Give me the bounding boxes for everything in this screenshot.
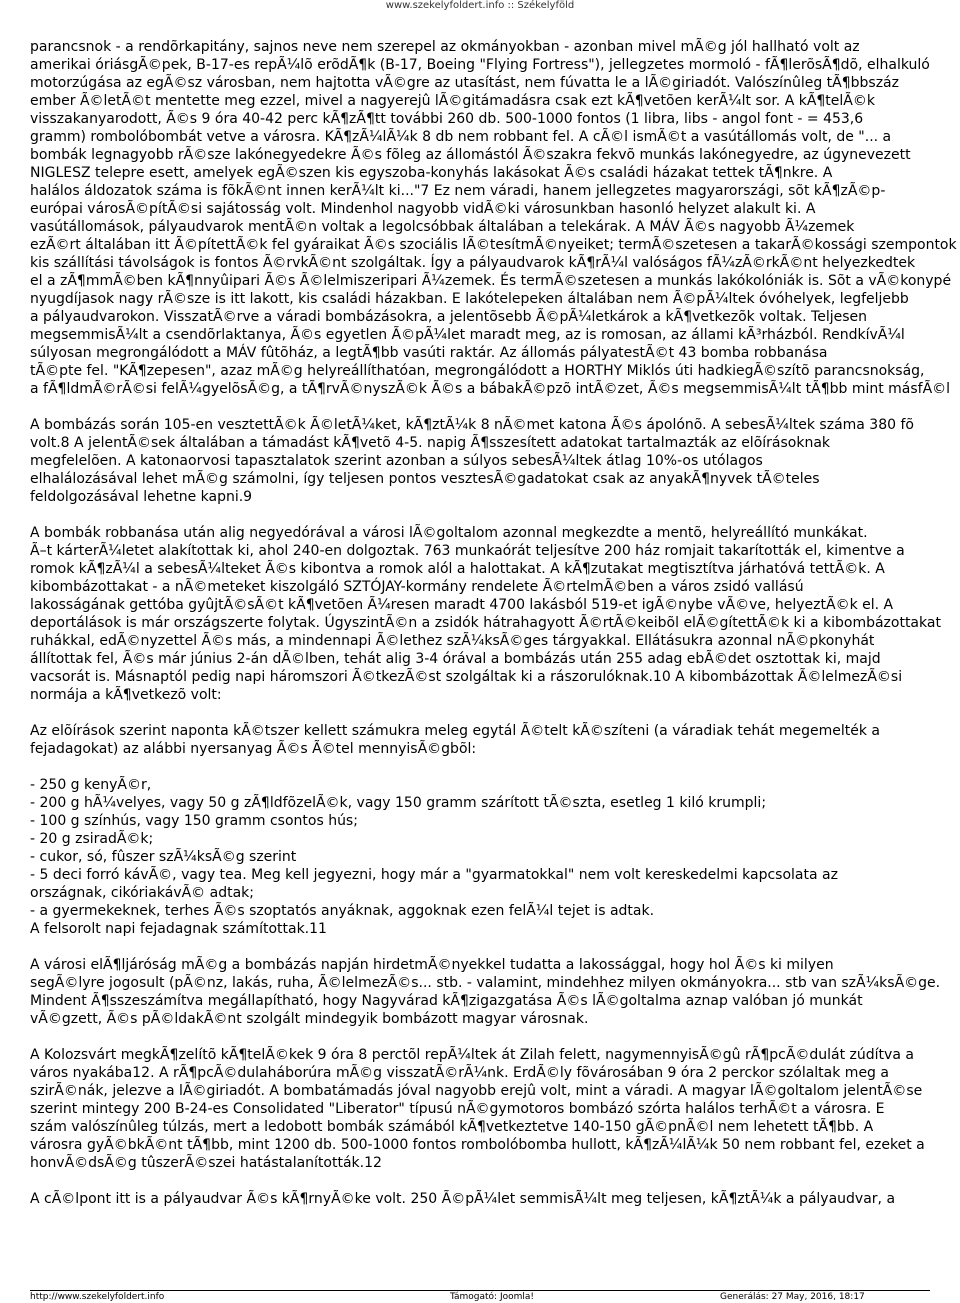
text-line: a pályaudvarokon. VisszatÃ©rve a váradi bombázásokra, a jelentõsebb Ã©pÃ¼letkárok a kÃ¶vetkezõk voltak. Teljesen [30,309,868,325]
text-line: szerint mintegy 200 B-24-es Consolidated "Liberator" típusú nÃ©gymotoros bombázó szórta halálos terhÃ©t a városra. E [30,1101,885,1117]
text-line: A bombák robbanása után alig negyedórával a városi lÃ©goltalom azonnal megkezdte a mentõ, helyreállító munkákat. [30,525,868,541]
text-line: A városi elÃ¶ljáróság mÃ©g a bombázás napján hirdetmÃ©nyekkel tudatta a lakossággal, hogy hol Ã©s ki milyen [30,957,834,973]
text-line: kis szállítási távolságok is fontos Ã©rvkÃ©nt szolgáltak. Így a pályaudvarok kÃ¶rÃ¼l valóságos fÃ¼zÃ©rkÃ©nt helyezkedtek [30,255,916,271]
text-line: - 20 g zsiradÃ©k; [30,831,154,847]
text-line: feldolgozásával lehetne kapni.9 [30,489,253,505]
text-line: ruhákkal, edÃ©nyzettel Ã©s más, a mindennapi Ã©lethez szÃ¼ksÃ©ges tárgyakkal. Ellátásukra azonnal nÃ©pkonyhát [30,633,875,649]
text-line: Mindent Ã¶sszeszámítva megállapítható, hogy Nagyvárad kÃ¶zigazgatása Ã©s lÃ©goltalma aznap valóban jó munkát [30,993,863,1009]
text-line: A bombázás során 105-en vesztettÃ©k Ã©letÃ¼ket, kÃ¶ztÃ¼k 8 nÃ©met katona Ã©s ápolónõ. A sebesÃ¼ltek száma 380 fõ [30,417,914,433]
text-line: el a zÃ¶mmÃ©ben kÃ¶nnyûipari Ã©s Ã©lelmiszeripari Ã¼zemek. És termÃ©szetesen a munkás lakókolóniák is. Sõt a vÃ©konypé [30,273,952,289]
text-line: motorzúgása az egÃ©sz városban, nem hajtotta vÃ©gre az utasítást, nem fúvatta le a lÃ©giriadót. Valószínûleg tÃ¶bbszáz [30,75,899,91]
text-line: gramm) rombolóbombát vetve a városra. KÃ¶zÃ¼lÃ¼k 8 db nem robbant fel. A cÃ©l ismÃ©t a vasútállomás volt, de "... a [30,129,892,145]
site-title: www.szekelyfoldert.info :: Székelyföld [385,0,575,11]
text-line: - a gyermekeknek, terhes Ã©s szoptatós anyáknak, aggoknak ezen felÃ¼l tejet is adtak. [30,903,655,919]
text-line: vacsorát is. Másnaptól pedig napi háromszori Ã©tkezÃ©st szolgáltak ki a rászorulóknak.10 A kibombázottak Ã©lelmezÃ©si [30,669,903,685]
paragraph-gap [30,1172,960,1190]
paragraph-gap [30,398,960,416]
text-line: elhalálozásával lehet mÃ©g számolni, így teljesen pontos vesztesÃ©gadatokat csak az anyakÃ¶nyvek tÃ©teles [30,471,820,487]
paragraph [30,776,960,938]
text-line: országnak, cikóriakávÃ© adtak; [30,885,254,901]
text-line: vasútállomások, pályaudvarok mentÃ©n voltak a legolcsóbbak általában a telekárak. A MÁV Ã©s nagyobb Ã¼zemek [30,219,855,235]
text-line: fejadagokat) az alábbi nyersanyag Ã©s Ã©tel mennyisÃ©gbõl: [30,741,477,757]
footer-generated: Generálás: 27 May, 2016, 18:17 [720,1292,865,1302]
text-line: halálos áldozatok száma is fõkÃ©nt innen kerÃ¼lt ki..."7 Ez nem váradi, hanem jellegzetes magyarországi, sõt kÃ¶zÃ©p- [30,183,886,199]
footer-url[interactable]: http://www.szekelyfoldert.info [30,1292,165,1302]
article-body [30,38,960,1208]
paragraph [30,722,960,758]
paragraph-gap [30,506,960,524]
text-line: állítottak fel, Ã©s már június 2-án dÃ©lben, tehát alig 3-4 órával a bombázás után 255 adag ebÃ©det osztottak ki, majd [30,651,881,667]
text-line: a fÃ¶ldmÃ©rÃ©si felÃ¼gyelõsÃ©g, a tÃ¶rvÃ©nyszÃ©k Ã©s a bábakÃ©pzõ intÃ©zet, Ã©s megsemmisÃ¼lt tÃ¶bb mint másfÃ©l [30,381,951,397]
paragraph-gap [30,704,960,722]
text-line: városra gyÃ©bkÃ©nt tÃ¶bb, mint 1200 db. 500-1000 fontos rombolóbomba hullott, kÃ¶zÃ¼lÃ¼k 50 nem robbant fel, ezeket a [30,1137,925,1153]
text-line: volt.8 A jelentÃ©sek általában a támadást kÃ¶vetõ 4-5. napig Ã¶sszesített adatokat tartalmazták az elõírásoknak [30,435,831,451]
page-header [0,0,960,12]
paragraph [30,956,960,1028]
text-line: Ã–t kárterÃ¼letet alakítottak ki, ahol 240-en dolgoztak. 763 munkaórát teljesítve 200 ház romjait takarították el, kimentve a [30,543,905,559]
text-line: segÃ©lyre jogosult (pÃ©nz, lakás, ruha, Ã©lelmezÃ©s... stb. - valamint, mindehhez milyen okmányokra... stb van szÃ¼ksÃ©ge. [30,975,941,991]
paragraph [30,38,960,398]
paragraph [30,524,960,704]
text-line: A felsorolt napi fejadagnak számítottak.11 [30,921,327,937]
text-line: ember Ã©letÃ©t mentette meg ezzel, mivel a nagyerejû lÃ©gitámadásra csak ezt kÃ¶vetõen kerÃ¼lt sor. A kÃ¶telÃ©k [30,93,875,109]
text-line: megsemmisÃ¼lt a csendõrlaktanya, Ã©s egyetlen Ã©pÃ¼let maradt meg, az is romosan, az állami kÃ³rházból. RendkívÃ¼l [30,327,905,343]
paragraph [30,1046,960,1172]
text-line: megfelelõen. A katonaorvosi tapasztalatok szerint azonban a súlyos sebesÃ¼ltek átlag 10%-os utólagos [30,453,763,469]
text-line: Az elõírások szerint naponta kÃ©tszer kellett számukra meleg egytál Ã©telt kÃ©szíteni (a váradiak tehát megemelték a [30,723,880,739]
text-line: bombák legnagyobb rÃ©sze lakónegyedekre Ã©s fõleg az állomástól Ã©szakra fekvõ munkás lakónegyedre, az úgynevezett [30,147,911,163]
page-footer [0,1290,960,1303]
text-line: deportálások is már országszerte folytak. ÚgyszintÃ©n a zsidók hátrahagyott Ã©rtÃ©keibõl elÃ©gítettÃ©k ki a kibombázottakat [30,615,941,631]
text-line: tÃ©pte fel. "KÃ¶zepesen", azaz mÃ©g helyreállíthatóan, megrongálódott a HORTHY Miklós úti hadkiegÃ©szítõ parancsnokság, [30,363,925,379]
text-line: - 100 g színhús, vagy 150 gramm csontos hús; [30,813,358,829]
text-line: szám valószínûleg túlzás, mert a ledobott bombák számából kÃ¶vetkeztetve 140-150 gÃ©pnÃ©l nem lehetett tÃ¶bb. A [30,1119,874,1135]
text-line: - cukor, só, fûszer szÃ¼ksÃ©g szerint [30,849,297,865]
text-line: romok kÃ¶zÃ¼l a sebesÃ¼lteket Ã©s kibontva a romok alól a halottakat. A kÃ¶zutakat megtisztítva járhatóvá tettÃ©k. A [30,561,885,577]
text-line: kibombázottakat - a nÃ©meteket kiszolgáló SZTÓJAY-kormány rendelete Ã©rtelmÃ©ben a város zsidó vallású [30,579,804,595]
text-line: A cÃ©lpont itt is a pályaudvar Ã©s kÃ¶rnyÃ©ke volt. 250 Ã©pÃ¼let semmisÃ¼lt meg teljesen, kÃ¶ztÃ¼k a pályaudvar, a [30,1191,896,1207]
text-line: - 5 deci forró kávÃ©, vagy tea. Meg kell jegyezni, hogy már a "gyarmatokkal" nem volt kereskedelmi kapcsolata az [30,867,838,883]
text-line: európai városÃ©pítÃ©si sajátosság volt. Mindenhol nagyobb vidÃ©ki városunkban hasonló helyzet alakult ki. A [30,201,816,217]
text-line: nyugdíjasok nagy rÃ©sze is itt lakott, kis családi házakban. E lakótelepeken általában nem Ã©pÃ¼ltek óvóhelyek, legfeljebb [30,291,909,307]
text-line: visszakanyarodott, Ã©s 9 óra 40-42 perc kÃ¶zÃ¶tt további 260 db. 500-1000 fontos (1 libra, libs - angol font - = 453,6 [30,111,864,127]
text-line: NIGLESZ telepre esett, amelyek egÃ©szen kis egyszoba-konyhás lakásokat Ã©s családi házakat tettek tÃ¶nkre. A [30,165,833,181]
text-line: honvÃ©dsÃ©g tûszerÃ©szei hatástalanították.12 [30,1155,382,1171]
text-line: lakosságának gettóba gyûjtÃ©sÃ©t kÃ¶vetõen Ã¼resen maradt 4700 lakásból 519-et igÃ©nybe vÃ©ve, helyeztÃ©k el. A [30,597,894,613]
paragraph-gap [30,758,960,776]
paragraph-gap [30,1028,960,1046]
text-line: súlyosan megrongálódott a MÁV fûtõház, a legtÃ¶bb vasúti raktár. Az állomás pályatestÃ©t 43 bomba robbanása [30,345,828,361]
text-line: parancsnok - a rendõrkapitány, sajnos neve nem szerepel az okmányokban - azonban mivel mÃ©g jól hallható volt az [30,39,860,55]
paragraph-gap [30,938,960,956]
text-line: ezÃ©rt általában itt Ã©pítettÃ©k fel gyáraikat Ã©s szociális lÃ©tesítmÃ©nyeiket; termÃ©szetesen a takarÃ©kossági szempontok [30,237,957,253]
text-line: szirÃ©nák, jelezve a lÃ©giriadót. A bombatámadás jóval nagyobb erejû volt, mint a váradi. A magyar lÃ©goltalom jelentÃ©se [30,1083,923,1099]
paragraph [30,1190,960,1208]
text-line: vÃ©gzett, Ã©s pÃ©ldakÃ©nt szolgált mindegyik bombázott magyar városnak. [30,1011,589,1027]
footer-sponsor: Támogató: Joomla! [450,1292,535,1302]
text-line: város nyakába12. A rÃ¶pcÃ©dulaháborúra mÃ©g visszatÃ©rÃ¼nk. ErdÃ©ly fõvárosában 9 óra 2 perckor szólaltak meg a [30,1065,889,1081]
text-line: normája a kÃ¶vetkezõ volt: [30,687,222,703]
text-line: A Kolozsvárt megkÃ¶zelítõ kÃ¶telÃ©kek 9 óra 8 perctõl repÃ¼ltek át Zilah felett, nagymennyisÃ©gû rÃ¶pcÃ©dulát zúdítva a [30,1047,914,1063]
text-line: - 200 g hÃ¼velyes, vagy 50 g zÃ¶ldfõzelÃ©k, vagy 150 gramm szárított tÃ©szta, esetleg 1 kiló krumpli; [30,795,767,811]
text-line: amerikai óriásgÃ©pek, B-17-es repÃ¼lõ erõdÃ¶k (B-17, Boeing "Flying Fortress"), jellegzetes mormoló - fÃ¶lerõsÃ¶dõ, elhalkuló [30,57,930,73]
paragraph [30,416,960,506]
text-line: - 250 g kenyÃ©r, [30,777,152,793]
